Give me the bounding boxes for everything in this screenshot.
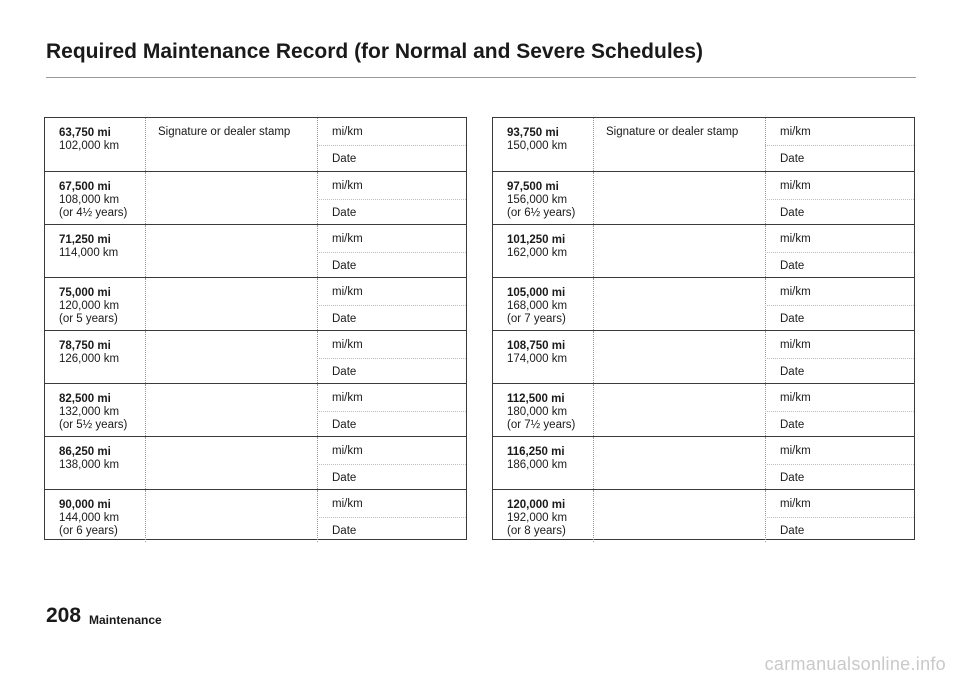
column-divider — [145, 384, 146, 436]
interval-km: 192,000 km — [507, 512, 568, 524]
column-divider — [593, 384, 594, 436]
interval-years: (or 5 years) — [59, 313, 118, 325]
mikm-field: mi/km — [332, 445, 363, 457]
column-divider — [593, 437, 594, 489]
mikm-field: mi/km — [332, 392, 363, 404]
mikm-field: mi/km — [780, 233, 811, 245]
interval-cell — [507, 499, 567, 538]
interval-miles: 78,750 mi — [59, 340, 111, 352]
mikm-field: mi/km — [780, 392, 811, 404]
entry-divider — [317, 411, 466, 412]
interval-km: 126,000 km — [59, 353, 120, 365]
maintenance-row — [45, 224, 466, 277]
date-field: Date — [332, 207, 357, 219]
interval-cell — [59, 127, 119, 153]
entry-divider — [317, 517, 466, 518]
date-field: Date — [332, 313, 357, 325]
interval-km: 138,000 km — [59, 459, 120, 471]
maintenance-table-right — [492, 117, 915, 540]
interval-km: 108,000 km — [59, 194, 120, 206]
interval-miles: 105,000 mi — [507, 287, 566, 299]
interval-miles: 93,750 mi — [507, 127, 559, 139]
interval-cell — [507, 446, 567, 472]
entry-divider — [317, 252, 466, 253]
entry-divider — [317, 358, 466, 359]
interval-miles: 101,250 mi — [507, 234, 566, 246]
page-number: 208 — [46, 604, 82, 627]
interval-km: 102,000 km — [59, 140, 120, 152]
interval-cell — [507, 393, 575, 432]
mikm-field: mi/km — [332, 498, 363, 510]
maintenance-row — [45, 383, 466, 436]
column-divider — [145, 437, 146, 489]
column-divider — [145, 118, 146, 171]
column-divider — [765, 331, 766, 383]
column-divider — [765, 172, 766, 224]
interval-km: 114,000 km — [59, 247, 119, 259]
maintenance-table-left — [44, 117, 467, 540]
interval-miles: 97,500 mi — [507, 181, 559, 193]
date-field: Date — [332, 419, 357, 431]
column-divider — [593, 118, 594, 171]
interval-cell — [59, 446, 119, 472]
interval-years: (or 8 years) — [507, 525, 566, 537]
interval-cell — [59, 287, 119, 326]
column-divider — [317, 172, 318, 224]
interval-miles: 67,500 mi — [59, 181, 111, 193]
mikm-field: mi/km — [780, 498, 811, 510]
maintenance-row — [45, 277, 466, 330]
interval-years: (or 7 years) — [507, 313, 566, 325]
column-divider — [765, 225, 766, 277]
maintenance-row — [493, 383, 914, 436]
maintenance-row — [493, 489, 914, 542]
interval-years: (or 6 years) — [59, 525, 118, 537]
entry-divider — [765, 199, 914, 200]
entry-divider — [317, 305, 466, 306]
entry-divider — [765, 358, 914, 359]
title-divider — [46, 77, 916, 78]
interval-km: 180,000 km — [507, 406, 568, 418]
watermark: carmanualsonline.info — [764, 654, 946, 674]
column-divider — [317, 437, 318, 489]
date-field: Date — [332, 366, 357, 378]
interval-km: 120,000 km — [59, 300, 120, 312]
interval-years: (or 6½ years) — [507, 207, 576, 219]
mikm-field: mi/km — [780, 339, 811, 351]
entry-divider — [765, 252, 914, 253]
interval-miles: 112,500 mi — [507, 393, 565, 405]
mikm-field: mi/km — [332, 233, 363, 245]
maintenance-row — [493, 118, 914, 171]
interval-miles: 82,500 mi — [59, 393, 111, 405]
interval-km: 162,000 km — [507, 247, 568, 259]
column-divider — [145, 331, 146, 383]
interval-miles: 108,750 mi — [507, 340, 566, 352]
column-divider — [765, 278, 766, 330]
column-divider — [593, 490, 594, 542]
interval-years: (or 5½ years) — [59, 419, 128, 431]
interval-years: (or 4½ years) — [59, 207, 128, 219]
date-field: Date — [332, 153, 357, 165]
mikm-field: mi/km — [332, 126, 363, 138]
entry-divider — [765, 145, 914, 146]
column-divider — [145, 490, 146, 542]
interval-miles: 71,250 mi — [59, 234, 111, 246]
maintenance-row — [45, 171, 466, 224]
date-field: Date — [780, 525, 805, 537]
column-divider — [145, 278, 146, 330]
maintenance-row — [45, 118, 466, 171]
interval-km: 150,000 km — [507, 140, 568, 152]
column-divider — [765, 437, 766, 489]
maintenance-row — [493, 277, 914, 330]
interval-cell — [59, 234, 118, 260]
date-field: Date — [780, 366, 805, 378]
date-field: Date — [780, 153, 805, 165]
interval-km: 174,000 km — [507, 353, 568, 365]
interval-cell — [59, 499, 119, 538]
mikm-field: mi/km — [332, 180, 363, 192]
maintenance-row — [493, 436, 914, 489]
column-divider — [145, 225, 146, 277]
mikm-field: mi/km — [780, 126, 811, 138]
entry-divider — [765, 517, 914, 518]
date-field: Date — [780, 260, 805, 272]
interval-cell — [507, 234, 567, 260]
mikm-field: mi/km — [780, 286, 811, 298]
mikm-field: mi/km — [780, 445, 811, 457]
interval-miles: 75,000 mi — [59, 287, 111, 299]
mikm-field: mi/km — [332, 286, 363, 298]
maintenance-row — [493, 330, 914, 383]
interval-cell — [507, 127, 567, 153]
column-divider — [593, 331, 594, 383]
column-divider — [317, 225, 318, 277]
mikm-field: mi/km — [332, 339, 363, 351]
date-field: Date — [780, 207, 805, 219]
section-label: Maintenance — [89, 613, 162, 627]
date-field: Date — [332, 525, 357, 537]
column-divider — [593, 172, 594, 224]
entry-divider — [765, 411, 914, 412]
interval-km: 168,000 km — [507, 300, 568, 312]
interval-cell — [507, 340, 567, 366]
interval-km: 186,000 km — [507, 459, 568, 471]
entry-divider — [317, 145, 466, 146]
interval-miles: 63,750 mi — [59, 127, 111, 139]
interval-miles: 120,000 mi — [507, 499, 566, 511]
column-divider — [317, 331, 318, 383]
interval-km: 156,000 km — [507, 194, 568, 206]
interval-miles: 90,000 mi — [59, 499, 111, 511]
entry-divider — [317, 199, 466, 200]
interval-miles: 116,250 mi — [507, 446, 565, 458]
interval-miles: 86,250 mi — [59, 446, 111, 458]
column-divider — [145, 172, 146, 224]
entry-divider — [317, 464, 466, 465]
column-divider — [317, 384, 318, 436]
page-title: Required Maintenance Record (for Normal and Severe Schedules) — [46, 40, 704, 63]
maintenance-row — [45, 436, 466, 489]
entry-divider — [765, 464, 914, 465]
maintenance-row — [45, 489, 466, 542]
signature-header: Signature or dealer stamp — [158, 126, 291, 138]
date-field: Date — [332, 472, 357, 484]
column-divider — [317, 278, 318, 330]
column-divider — [765, 384, 766, 436]
date-field: Date — [332, 260, 357, 272]
interval-cell — [507, 181, 575, 220]
column-divider — [317, 490, 318, 542]
mikm-field: mi/km — [780, 180, 811, 192]
column-divider — [765, 490, 766, 542]
column-divider — [593, 225, 594, 277]
maintenance-row — [493, 224, 914, 277]
date-field: Date — [780, 419, 805, 431]
interval-km: 132,000 km — [59, 406, 120, 418]
interval-cell — [59, 181, 127, 220]
interval-cell — [59, 340, 119, 366]
interval-years: (or 7½ years) — [507, 419, 576, 431]
maintenance-row — [493, 171, 914, 224]
date-field: Date — [780, 472, 805, 484]
interval-km: 144,000 km — [59, 512, 120, 524]
column-divider — [593, 278, 594, 330]
maintenance-row — [45, 330, 466, 383]
interval-cell — [59, 393, 127, 432]
entry-divider — [765, 305, 914, 306]
date-field: Date — [780, 313, 805, 325]
signature-header: Signature or dealer stamp — [606, 126, 739, 138]
interval-cell — [507, 287, 567, 326]
